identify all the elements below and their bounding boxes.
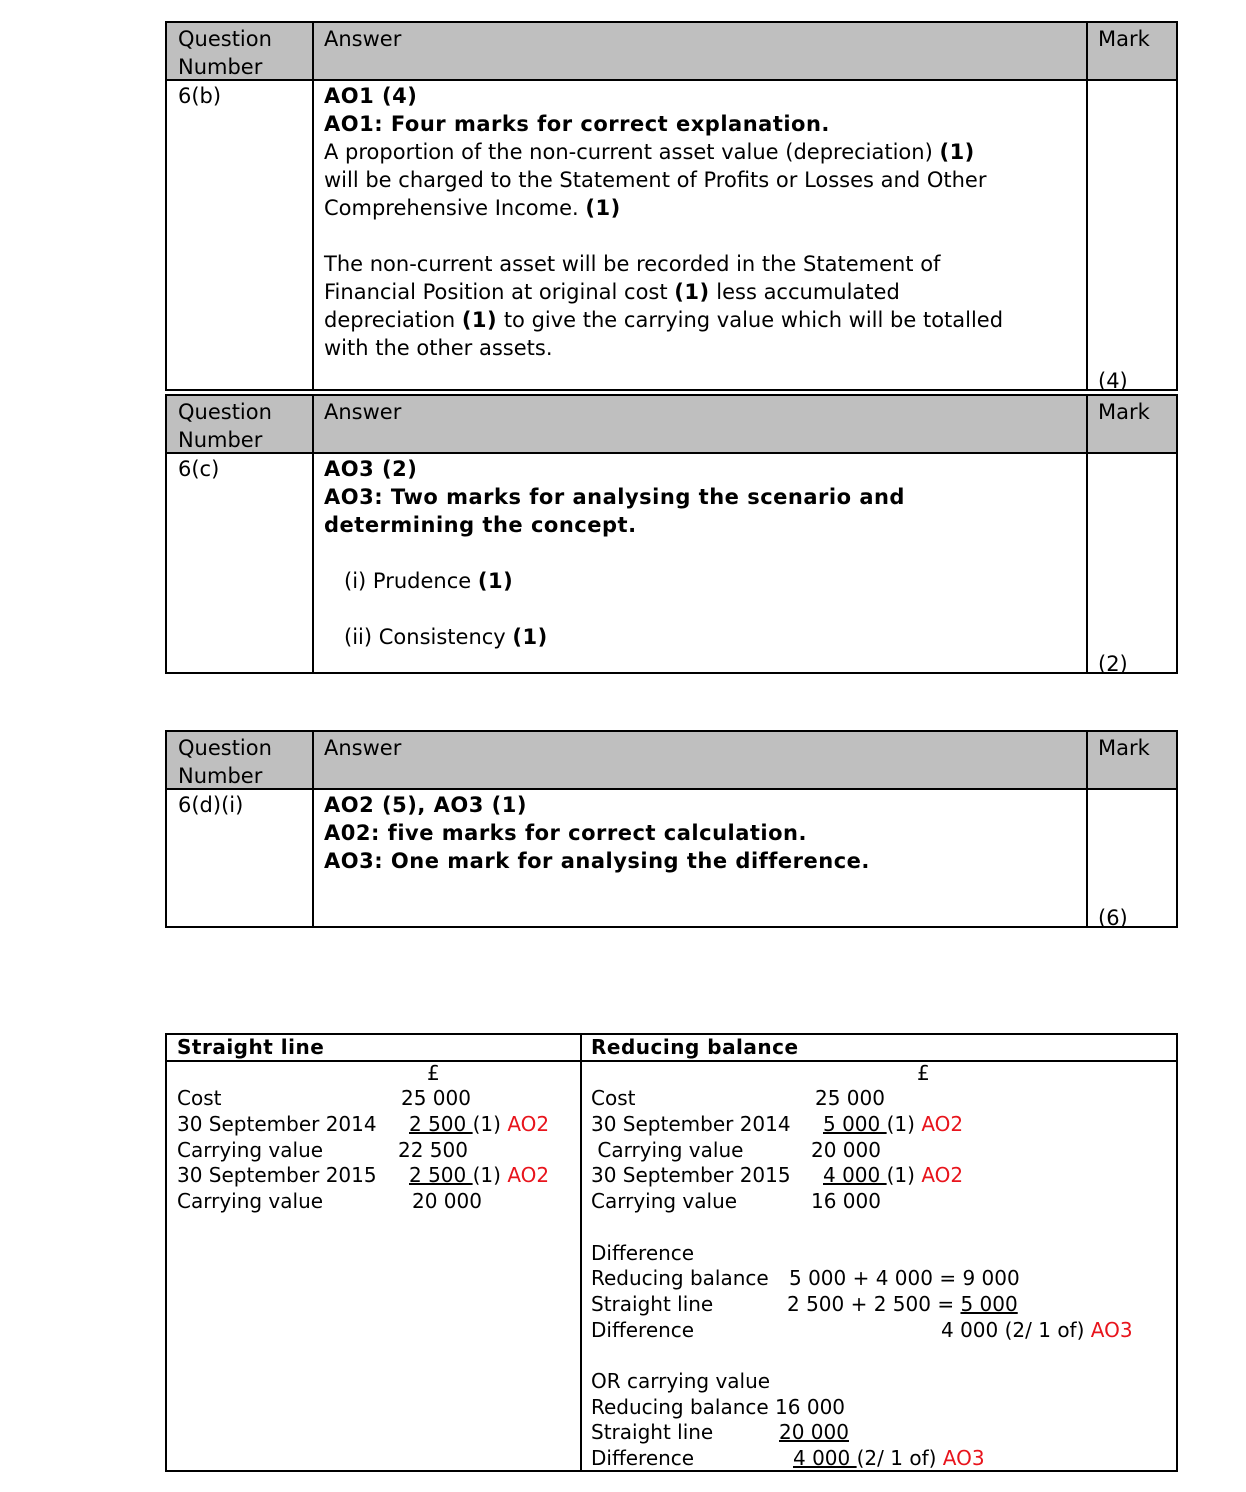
straight-line-total: 5 000 <box>960 1291 1018 1316</box>
carrying-value-label: Carrying value <box>177 1189 324 1214</box>
cost-label: Cost <box>591 1086 636 1111</box>
header-question: Question <box>178 400 272 424</box>
column-divider <box>1086 732 1088 926</box>
answer-line <box>324 819 870 847</box>
year-2014-depreciation: 2 500 <box>409 1112 473 1137</box>
calc-column-divider <box>580 1035 582 1470</box>
carrying-value-label: Carrying value <box>591 1189 738 1214</box>
bold-text: (1) <box>461 308 498 332</box>
table-header-row <box>167 23 1176 81</box>
column-divider <box>312 732 314 926</box>
header-answer: Answer <box>324 736 402 760</box>
alternative-reducing-balance: Reducing balance 16 000 <box>591 1394 846 1419</box>
text: (ii) Consistency <box>324 625 513 649</box>
mark: (2/ 1 of) <box>856 1446 943 1470</box>
straight-line-label: Straight line <box>591 1420 714 1445</box>
question-mark: (4) <box>1098 369 1128 393</box>
mark: (1) <box>472 1163 501 1188</box>
answer-line <box>324 539 905 567</box>
header-number: Number <box>178 55 263 79</box>
straight-line-column <box>177 1035 549 1215</box>
question-number: 6(c) <box>178 457 220 481</box>
answer-line <box>324 166 1003 194</box>
question-mark: (6) <box>1098 906 1128 930</box>
bold-text: (1) <box>512 625 548 649</box>
bold-text: (1) <box>477 569 514 593</box>
answer-line <box>324 595 905 623</box>
cost-value: 25 000 <box>401 1086 471 1111</box>
answer-line <box>324 483 905 511</box>
question-mark: (2) <box>1098 652 1128 676</box>
question-table-6di <box>165 730 1178 928</box>
answer-line <box>324 278 1003 306</box>
mark: (1) <box>886 1112 915 1137</box>
table-header-row <box>167 396 1176 454</box>
year-2014-label: 30 September 2014 <box>591 1112 791 1137</box>
mark: (1) <box>886 1163 915 1188</box>
header-mark: Mark <box>1098 736 1150 760</box>
header-number: Number <box>178 428 263 452</box>
reducing-balance-column <box>591 1035 1133 1472</box>
carrying-value: 22 500 <box>398 1137 468 1162</box>
text: with the other assets. <box>324 336 553 360</box>
header-question: Question <box>178 736 272 760</box>
bold-text: AO1 (4) <box>324 84 418 108</box>
ao-label: AO2 <box>921 1112 964 1137</box>
bold-text: AO1: Four marks for correct explanation. <box>324 112 830 136</box>
reducing-balance-calc: 5 000 + 4 000 = 9 000 <box>789 1266 1020 1291</box>
cost-label: Cost <box>177 1086 222 1111</box>
text: (i) Prudence <box>324 569 478 593</box>
answer-line <box>324 567 905 595</box>
answer-line <box>324 306 1003 334</box>
header-mark: Mark <box>1098 400 1150 424</box>
alternative-title: OR carrying value <box>591 1368 771 1393</box>
carrying-value: 20 000 <box>412 1189 482 1214</box>
straight-line-label: Straight line <box>591 1291 714 1316</box>
difference-value: 4 000 (2/ 1 of) <box>941 1317 1091 1342</box>
difference-value: 4 000 <box>793 1446 857 1470</box>
answer-text <box>324 82 1003 362</box>
header-number: Number <box>178 764 263 788</box>
ao-label: AO2 <box>921 1163 964 1188</box>
year-2014-depreciation: 5 000 <box>823 1112 887 1137</box>
answer-line <box>324 511 905 539</box>
answer-text <box>324 455 905 651</box>
answer-line <box>324 791 870 819</box>
ao-label: AO2 <box>507 1163 550 1188</box>
answer-line <box>324 623 905 651</box>
reducing-balance-title: Reducing balance <box>591 1035 799 1059</box>
straight-line-calc: 2 500 + 2 500 = <box>787 1291 961 1316</box>
answer-line <box>324 138 1003 166</box>
difference-label: Difference <box>591 1446 695 1470</box>
column-divider <box>1086 23 1088 389</box>
ao-label: AO3 <box>1090 1317 1133 1342</box>
text: A proportion of the non-current asset value (depreciation) <box>324 140 940 164</box>
table-header-row <box>167 732 1176 790</box>
bold-text: (1) <box>939 140 975 164</box>
reducing-balance-label: Reducing balance <box>591 1266 769 1291</box>
ao-label: AO3 <box>942 1446 985 1470</box>
carrying-value: 20 000 <box>811 1137 881 1162</box>
bold-text: determining the concept. <box>324 513 637 537</box>
carrying-value: 16 000 <box>811 1189 881 1214</box>
bold-text: AO3 (2) <box>324 457 418 481</box>
text: to give the carrying value which will be totalled <box>497 308 1004 332</box>
text: less accumulated <box>709 280 900 304</box>
answer-line <box>324 847 870 875</box>
calculation-table <box>165 1033 1178 1472</box>
answer-text <box>324 791 870 875</box>
currency-symbol: £ <box>917 1060 930 1085</box>
text: The non-current asset will be recorded in the Statement of <box>324 252 941 276</box>
answer-line <box>324 194 1003 222</box>
column-divider <box>312 23 314 389</box>
answer-line <box>324 455 905 483</box>
cost-value: 25 000 <box>815 1086 885 1111</box>
year-2015-label: 30 September 2015 <box>591 1163 791 1188</box>
answer-line <box>324 110 1003 138</box>
carrying-value-label: Carrying value <box>177 1137 324 1162</box>
bold-text: AO3: One mark for analysing the difference. <box>324 849 870 873</box>
text: will be charged to the Statement of Profits or Losses and Other <box>324 168 987 192</box>
bold-text: (1) <box>674 280 710 304</box>
bold-text: AO3: Two marks for analysing the scenario and <box>324 485 905 509</box>
ao-label: AO2 <box>507 1112 550 1137</box>
difference-title: Difference <box>591 1240 695 1265</box>
answer-line <box>324 250 1003 278</box>
bold-text: A02: five marks for correct calculation. <box>324 821 807 845</box>
header-answer: Answer <box>324 400 402 424</box>
text: depreciation <box>324 308 462 332</box>
header-mark: Mark <box>1098 27 1150 51</box>
column-divider <box>1086 396 1088 672</box>
text: Comprehensive Income. <box>324 196 586 220</box>
question-table-6b <box>165 21 1178 391</box>
straight-line-title: Straight line <box>177 1035 325 1059</box>
question-number: 6(b) <box>178 84 222 108</box>
difference-label: Difference <box>591 1317 695 1342</box>
bold-text: (1) <box>585 196 621 220</box>
straight-line-value: 20 000 <box>779 1420 849 1445</box>
carrying-value-label: Carrying value <box>591 1137 744 1162</box>
question-number: 6(d)(i) <box>178 793 244 817</box>
column-divider <box>312 396 314 672</box>
year-2015-depreciation: 4 000 <box>823 1163 887 1188</box>
answer-line <box>324 334 1003 362</box>
bold-text: AO2 (5), AO3 (1) <box>324 793 527 817</box>
answer-line <box>324 222 1003 250</box>
year-2014-label: 30 September 2014 <box>177 1112 377 1137</box>
text: Financial Position at original cost <box>324 280 675 304</box>
header-question: Question <box>178 27 272 51</box>
mark: (1) <box>472 1112 501 1137</box>
year-2015-label: 30 September 2015 <box>177 1163 377 1188</box>
answer-line <box>324 82 1003 110</box>
year-2015-depreciation: 2 500 <box>409 1163 473 1188</box>
header-answer: Answer <box>324 27 402 51</box>
currency-symbol: £ <box>427 1060 440 1085</box>
question-table-6c <box>165 394 1178 674</box>
